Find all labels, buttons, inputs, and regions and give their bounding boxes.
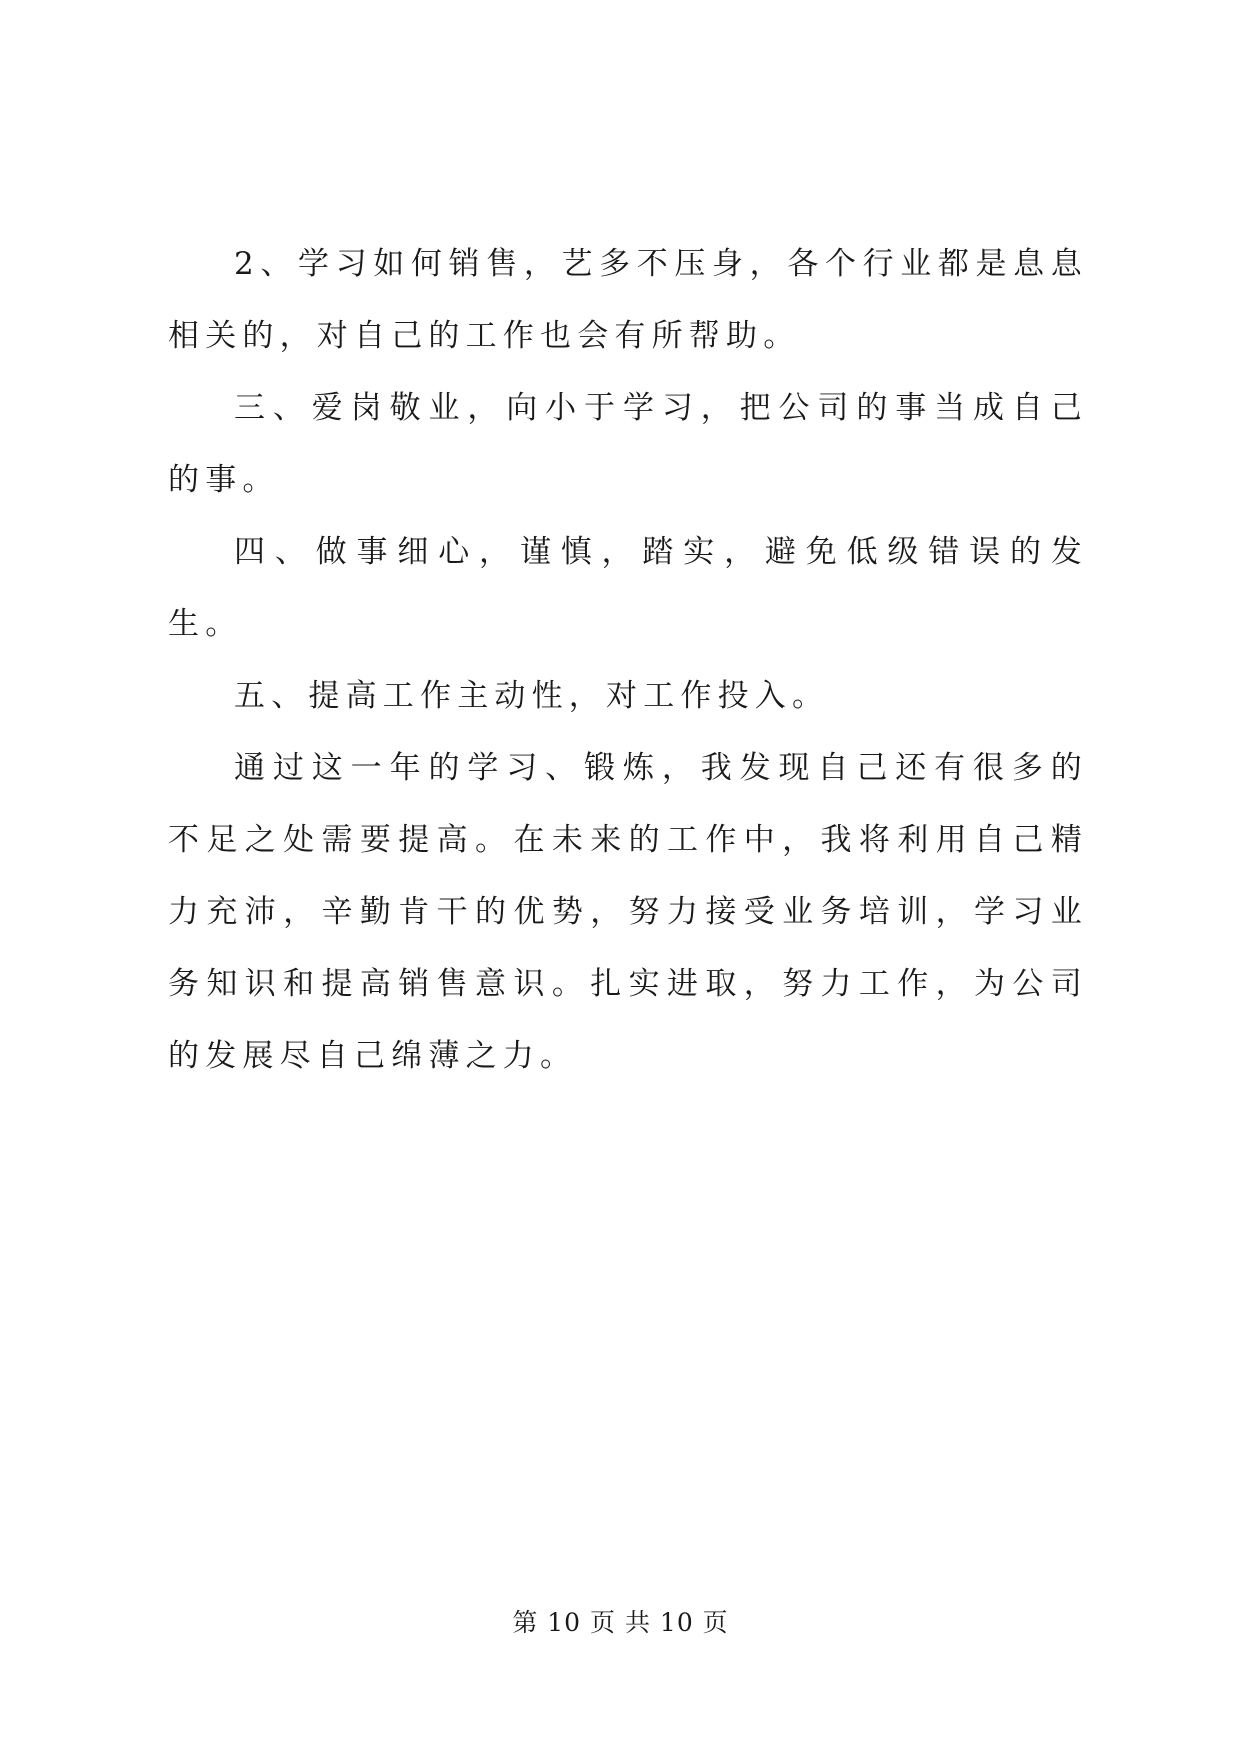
paragraph-conclusion: 通过这一年的学习、锻炼，我发现自己还有很多的不足之处需要提高。在未来的工作中，我将利用自己精力充沛，辛勤肯干的优势，努力接受业务培训，学习业务知识和提高销售意识。扎实进取，努力工作，为公司的发展尽自己绵薄之力。: [168, 750, 1088, 1074]
paragraph-dedication: 三、爱岗敬业，向小于学习，把公司的事当成自己的事。: [168, 390, 1088, 498]
document-body: [168, 228, 1088, 1092]
paragraph-sales-learning: 2、学习如何销售，艺多不压身，各个行业都是息息相关的，对自己的工作也会有所帮助。: [168, 246, 1088, 354]
paragraph-carefulness: 四、做事细心，谨慎，踏实，避免低级错误的发生。: [168, 534, 1088, 642]
page-number-footer: 第 10 页 共 10 页: [512, 1608, 729, 1637]
paragraph-initiative: 五、提高工作主动性，对工作投入。: [234, 678, 830, 714]
